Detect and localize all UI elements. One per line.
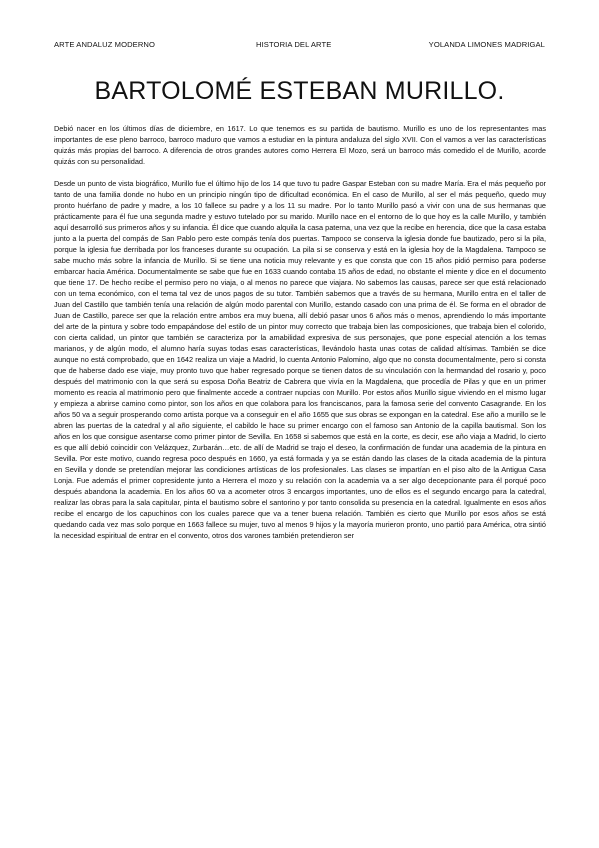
paragraph-intro: Debió nacer en los últimos días de diciembre, en 1617. Lo que tenemos es su partida de bautismo. Murillo es uno de los representantes mas importantes de ese pleno barroco, barroco maduro que vamos a estudiar en la pintura andaluza del siglo XVII. Con el vamos a ver las características quizás más propias del barroco. A diferencia de otros grandes autores como Herrera El Mozo, será un barroco más comedido el de Murillo, acorde quizás con su personalidad. xyxy=(54,124,546,166)
document-title: BARTOLOMÉ ESTEBAN MURILLO. xyxy=(94,77,505,105)
document-body xyxy=(54,123,546,541)
page-header xyxy=(54,40,545,52)
paragraph-biography: Desde un punto de vista biográfico, Murillo fue el último hijo de los 14 que tuvo tu padre Gaspar Esteban con su madre María. Era el más pequeño por tanto de una familia donde no hubo en un principio ningún tipo de dificultad económica. En el caso de Murillo, al ser el más pequeño, quedo muy pronto huérfano de padre y madre, a los 10 fallece su padre y a los 11 su madre. Por lo tanto Murillo pasó a vivir con una de sus hermanas que prácticamente para él fue una segunda madre y estuvo tutelado por su marido. Murillo nace en el entorno de lo que hoy es la calle Murillo, y también aquí desarrolló sus primeros años y su infancia. Él dice que cuando alquila la casa paterna, una vez que la recibe en herencia, dice que la casa estaba junto a la puerta del compás de San Pablo pero este compás tenía dos puertas. Tampoco se conserva la iglesia donde fue bautizado, pero si la pila, porque la iglesia fue derribada por los franceses durante su ocupación. La pila si se conserva y está en la iglesia hoy de la Magdalena. Tampoco se sabe mucho más sobre la infancia de Murillo. Si se tiene una noticia muy relevante y es que consta que con 15 años pidió permiso para poderse embarcar hacia América. Documentalmente se sabe que fue en 1633 cuando contaba 15 años de edad, no obstante el miente y dice en el documento que tiene 17. De hecho recibe el permiso pero no viaja, o al menos no parece que viajara. No sabemos las causas, parece ser que está relacionado con un tema económico, con el tema tal vez de unos pagos de su tutor. También sabemos que a través de su hermana, Murillo entra en el taller de Juan del Castillo que también tenía una relación de algún modo parental con Murillo, estando casado con una prima de él. Se forma en el obrador de Juan de Castillo, parece ser que la relación entre ambos era muy buena, allí debió pasar unos 6 años más o menos, aprendiendo lo más importante del arte de la pintura y sobre todo empapándose del estilo de un pintor muy correcto que trabaja bien las composiciones, que trabaja bien el colorido, con cierta calidad, un pintor que también se caracteriza por la amabilidad expresiva de sus personajes, que pone especial atención a los temas marianos, y de algún modo, el alumno haría suyas todas esas características, llevándolo hasta unas cotas de calidad altísimas. También se dice aunque no está comprobado, que en 1642 realiza un viaje a Madrid, lo cuenta Antonio Palomino, algo que no consta documentalmente, pero si consta que de haberse dado ese viaje, muy pronto tuvo que haber regresado porque se tienen datos de su vinculación con la hermandad del rosario y, poco después del matrimonio con la que será su esposa Doña Beatriz de Cabrera que vivía en la Magdalena, que procedía de Pilas y que en un primer momento es reacia al matrimonio pero que finalmente accede a contraer nupcias con Murillo. Por estos años Murillo sigue viviendo en el mismo lugar y empieza a abrirse camino como pintor, son los años en que colabora para los franciscanos, para la famosa serie del convento Casagrande. En los años 50 va a seguir prosperando como artista porque va a conseguir en el año 1655 que sus obras se expongan en la catedral. Ese año a murillo se le abren las puertas de la catedral y al año siguiente, el cabildo le hace su primer encargo con el famoso san Antonio de la capilla bautismal. Son los años en los que consigue asentarse como primer pintor de Sevilla. En 1658 si sabemos que está en la corte, es decir, ese año viaja a Madrid, lo cierto es que allí debió coincidir con Velázquez, Zurbarán…etc. de allí de Madrid se trajo el deseo, la confirmación de fundar una academia de la pintura en Sevilla. Por este motivo, cuando regresa poco después en 1660, ya está formada y ya se están dando las clases de la citada academia de la pintura en Sevilla y donde se pretendían mejorar las condiciones artísticas de los profesionales. Las clases se impartían en el piso alto de la Antigua Casa Lonja. Fue además el primer copresidente junto a Herrera el mozo y su relación con la academia va a ser algo decepcionante para él porqué poco después abandona la academia. En los años 60 va a acometer otros 3 encargos importantes, uno de ellos es el segundo encargo para la catedral, realizar las obras para la sala capitular, pinta el bautismo sobre el santorino y por tanto consolida su presencia en la catedral. Igualmente en esos años recibe el encargo de los capuchinos con los cuales parece que va a tener buena relación. También es cierto que Murillo por esos años se está quedando cada vez mas solo porque en 1663 fallece su mujer, tuvo al menos 9 hijos y la mayoría murieron pronto, uno partió para América, otra sintió la necesidad espiritual de entrar en el convento, otros dos varones también pretendieron ser xyxy=(54,179,546,540)
header-author: YOLANDA LIMONES MADRIGAL xyxy=(428,40,545,49)
header-subject: HISTORIA DEL ARTE xyxy=(256,40,332,49)
header-course: ARTE ANDALUZ MODERNO xyxy=(54,40,156,49)
